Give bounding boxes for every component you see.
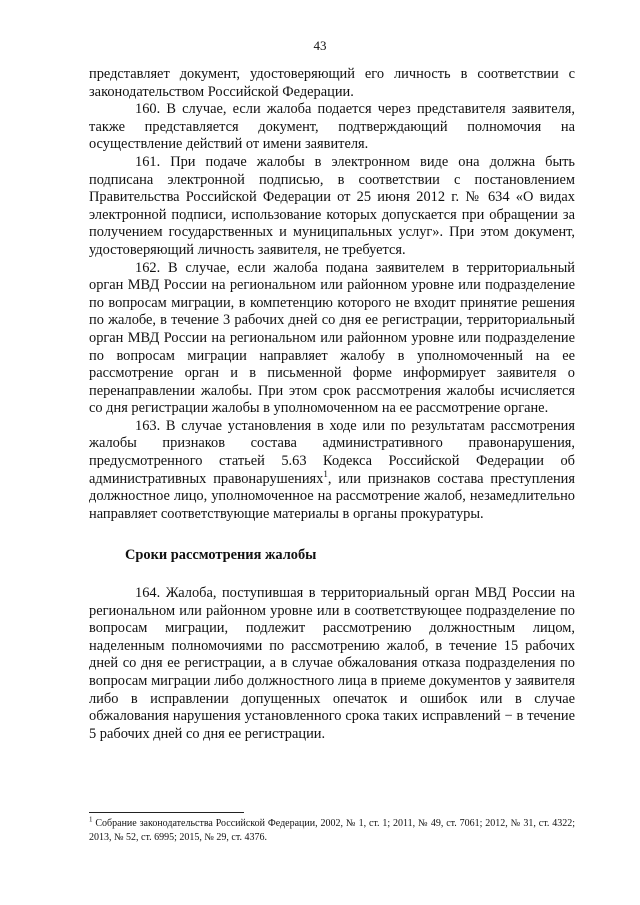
page-number: 43 xyxy=(313,38,327,53)
paragraph-161: 161. При подаче жалобы в электронном виде она должна быть подписана электронной подписью, в соответствии с постановлением Правительства Российской Федерации от 25 июня 2012 г. № 634 «О видах электронной подписи, использование которых допускается при обращении за получением государственных и муниципальных услуг». При этом документ, удостоверяющий личность заявителя, не требуется. xyxy=(89,153,575,258)
footnote-reference: 1 xyxy=(323,468,328,479)
paragraph-160: 160. В случае, если жалоба подается через представителя заявителя, также представляется документ, подтверждающий полномочия на осуществление действий от имени заявителя. xyxy=(89,101,575,153)
paragraph-162: 162. В случае, если жалоба подана заявителем в территориальный орган МВД России на региональном или районном уровне или подразделение по вопросам миграции, в компетенцию которого не входит принятие решения по жалобе, в течение 3 рабочих дней со дня ее регистрации, территориальный орган МВД России на региональном или районном уровне или подразделение по вопросам миграции направляет жалобу в уполномоченный на ее рассмотрение орган и в письменной форме информирует заявителя о перенаправлении жалобы. При этом срок рассмотрения жалобы исчисляется со дня регистрации жалобы в уполномоченном на ее рассмотрение органе. xyxy=(89,259,575,417)
document-body xyxy=(89,66,575,743)
paragraph-continuation: представляет документ, удостоверяющий его личность в соответствии с законодательством Российской Федерации. xyxy=(89,66,575,100)
footnote-text: Собрание законодательства Российской Федерации, 2002, № 1, ст. 1; 2011, № 49, ст. 7061; 2012, № 31, ст. 4322; 2013, № 52, ст. 6995; 2015, № 29, ст. 4376. xyxy=(89,818,575,843)
section-heading: Сроки рассмотрения жалобы xyxy=(125,547,317,564)
paragraph-163 xyxy=(89,418,575,524)
paragraph-163-part-b: , или признаков состава преступления должностное лицо, уполномоченное на рассмотрение жалоб, незамедлительно направляет соответствующие материалы в органы прокуратуры. xyxy=(89,470,575,522)
paragraph-164: 164. Жалоба, поступившая в территориальный орган МВД России на региональном или районном уровне или в соответствующее подразделение по вопросам миграции, подлежит рассмотрению должностным лицом, наделенным полномочиями по рассмотрению жалоб, в течение 15 рабочих дней со дня ее регистрации, а в случае обжалования отказа подразделения по вопросам миграции либо должностного лица в приеме документов у заявителя либо в исправлении допущенных опечаток и ошибок или в случае обжалования нарушения установленного срока таких исправлений − в течение 5 рабочих дней со дня ее регистрации. xyxy=(89,585,575,742)
footnote-marker: 1 xyxy=(89,815,93,824)
footnote xyxy=(89,817,575,844)
footnote-divider xyxy=(89,812,244,813)
paragraph-163-part-a: 163. В случае установления в ходе или по результатам рассмотрения жалобы признаков состава административного правонарушения, предусмотренного статьей 5.63 Кодекса Российской Федерации об административных правонарушениях xyxy=(89,417,575,487)
